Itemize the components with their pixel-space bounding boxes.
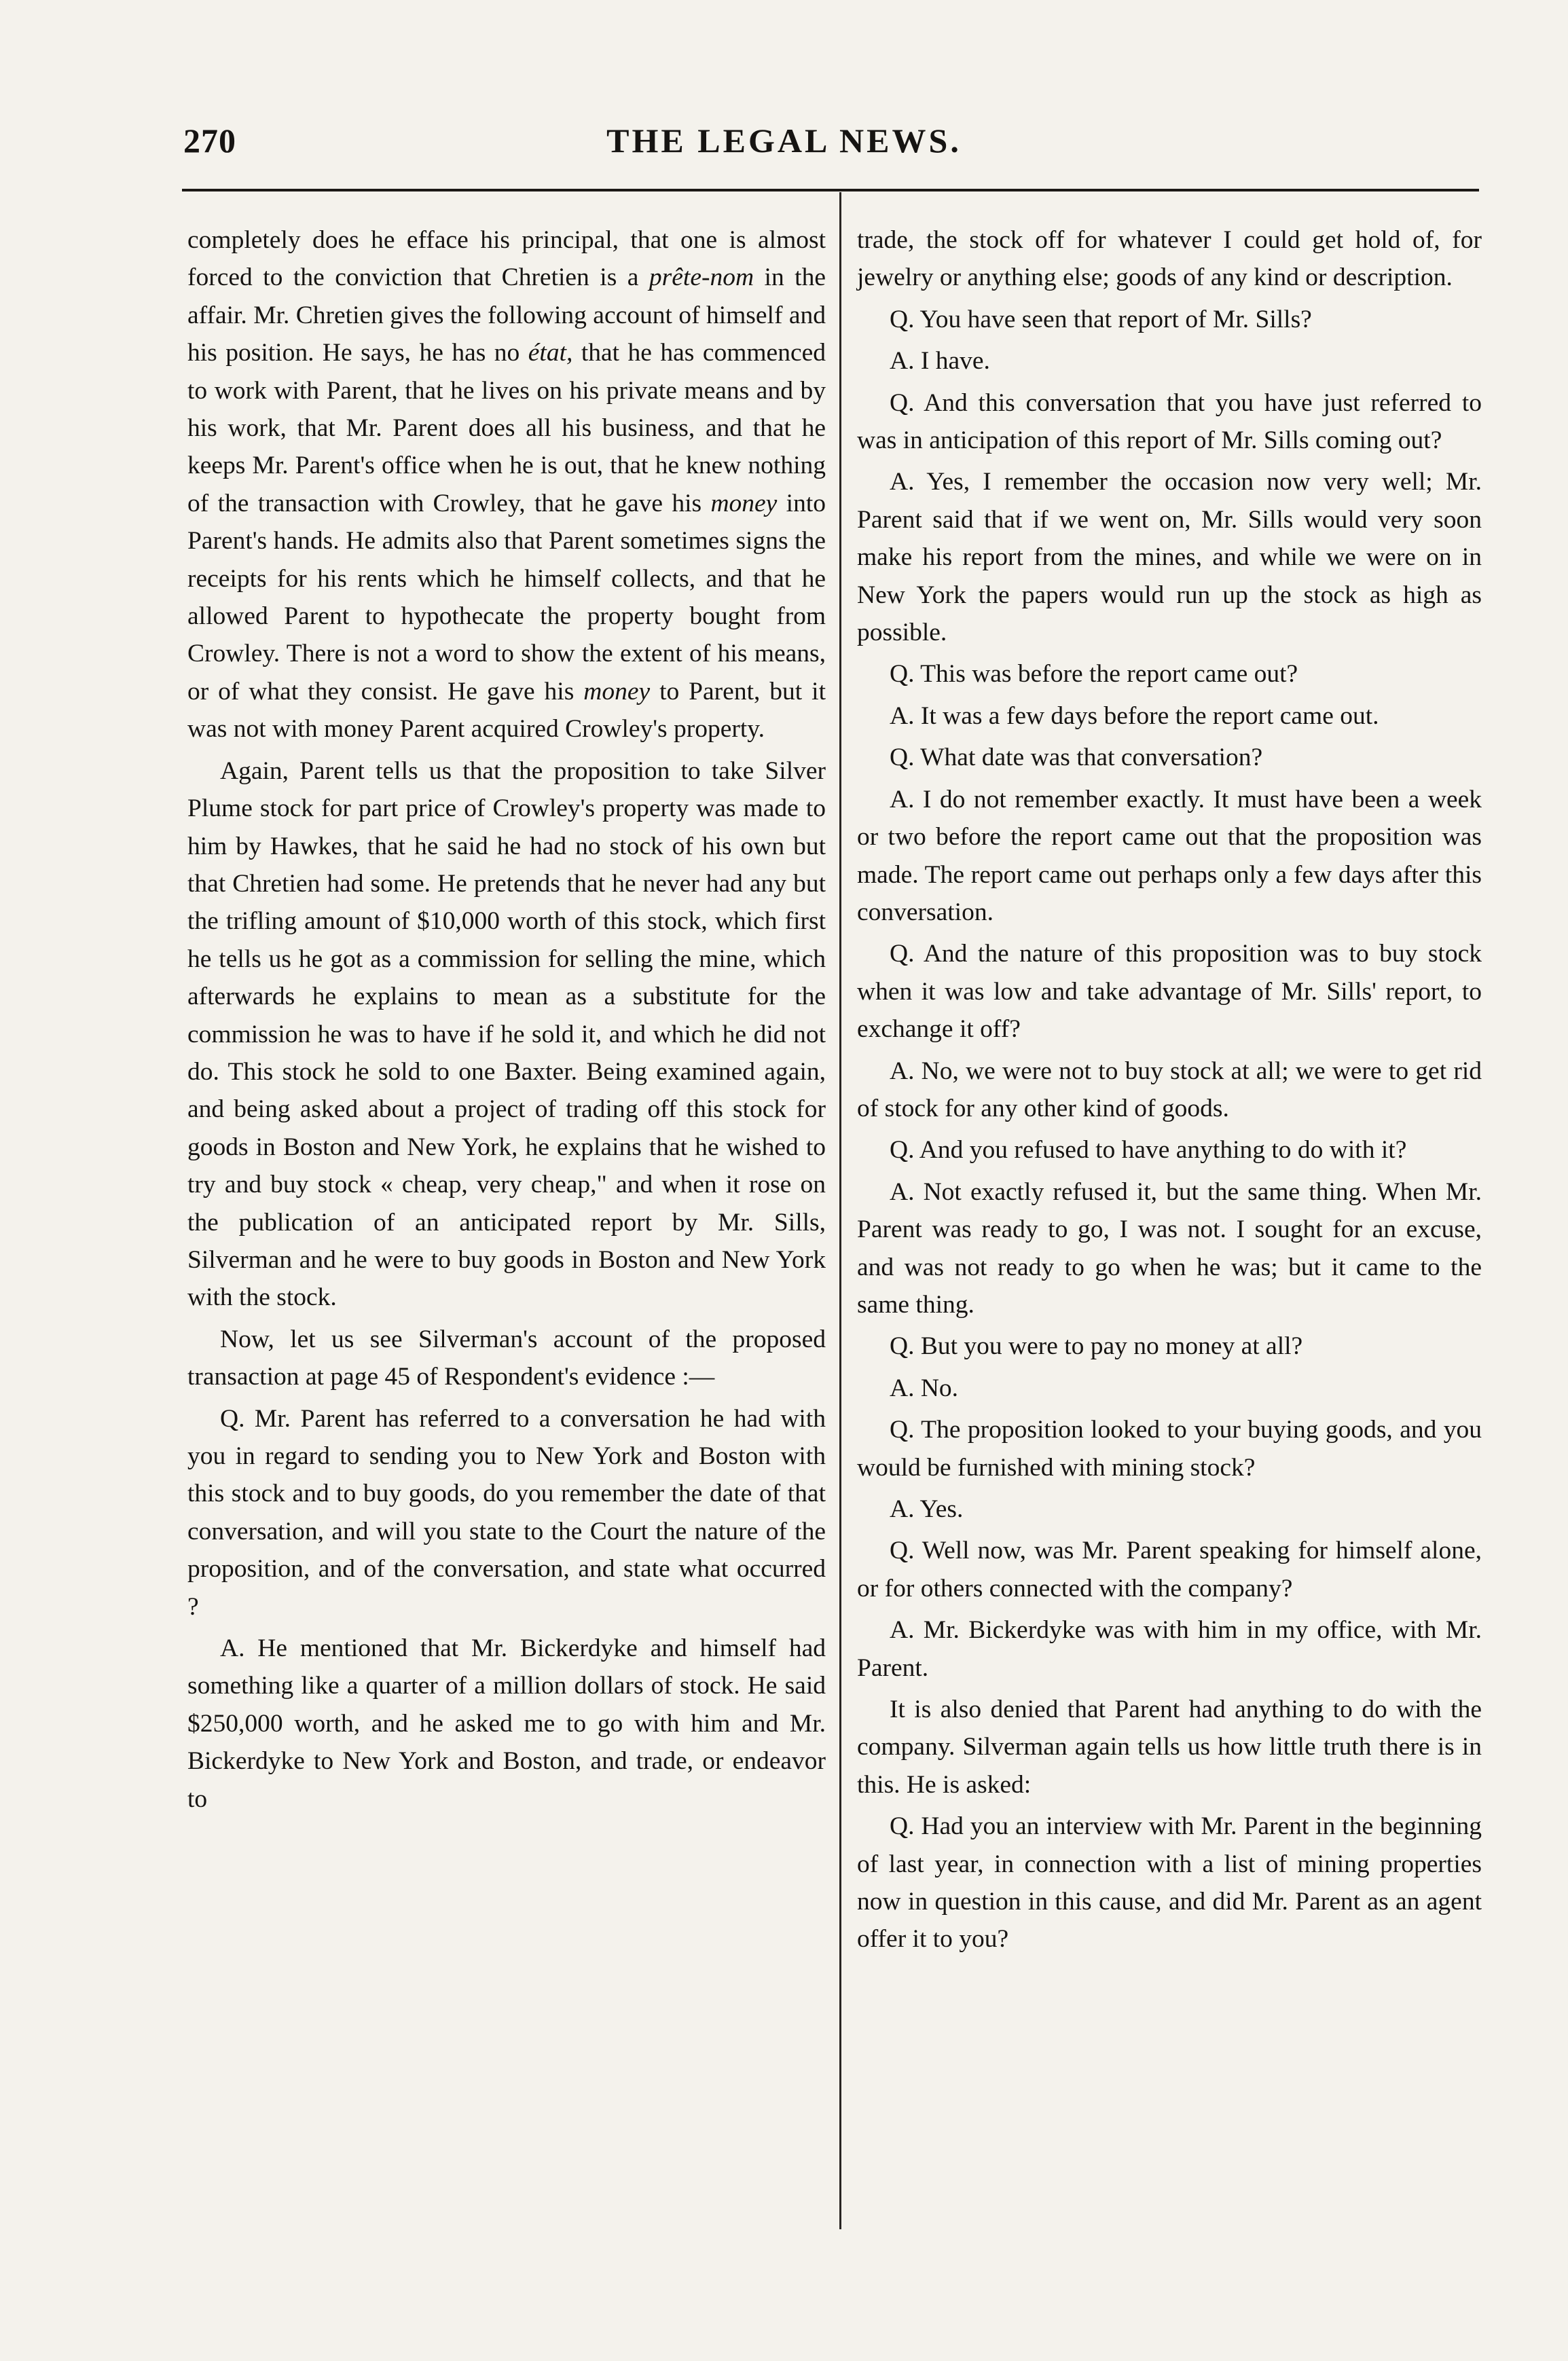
text-run: into Parent's hands. He admits also that Parent sometimes signs the receipts for his rents which he himself collects, and that he allowed Parent to hypothecate the property bought from Crowley. There is not a word to show the extent of his means, or of what they consist. He gave his	[187, 489, 826, 706]
paragraph	[187, 221, 826, 748]
column-divider	[839, 192, 841, 2229]
paragraph: A. It was a few days before the report came out.	[890, 701, 1379, 730]
paragraph: A. I have.	[890, 347, 990, 376]
paragraph: Now, let us see Silverman's account of the proposed transaction at page 45 of Respondent's evidence :—	[187, 1325, 826, 1391]
right-column	[857, 221, 1482, 1962]
paragraph: Q. Well now, was Mr. Parent speaking for himself alone, or for others connected with the company?	[857, 1537, 1482, 1603]
paragraph: It is also denied that Parent had anything to do with the company. Silverman again tells us how little truth there is in this. He is asked:	[857, 1696, 1482, 1799]
text-run: completely does he efface his principal, that one is almost forced to the conviction that Chretien is a	[187, 226, 826, 292]
italic-term: état,	[528, 339, 573, 367]
paragraph: Q. Mr. Parent has referred to a conversation he had with you in regard to sending you to New York and Boston with this stock and to buy goods, do you remember the date of that conversation, and will you state to the Court the nature of the proposition, and of the conversation, and state what occurred ?	[187, 1404, 826, 1621]
paragraph: Q. And this conversation that you have just referred to was in anticipation of this report of Mr. Sills coming out?	[857, 388, 1482, 455]
paragraph: A. Not exactly refused it, but the same thing. When Mr. Parent was ready to go, I was not. I sought for an excuse, and was not ready to go when he was; but it came to the same thing.	[857, 1177, 1482, 1319]
paragraph: Q. This was before the report came out?	[890, 660, 1298, 689]
paragraph: A. He mentioned that Mr. Bickerdyke and himself had something like a quarter of a million dollars of stock. He said $250,000 worth, and he asked me to go with him and Mr. Bickerdyke to New York and Boston, and trade, or endeavor to	[187, 1634, 826, 1813]
paragraph: Q. The proposition looked to your buying goods, and you would be furnished with mining stock?	[857, 1416, 1482, 1482]
paragraph: A. No, we were not to buy stock at all; we were to get rid of stock for any other kind of goods.	[857, 1057, 1482, 1122]
italic-term: prête-nom	[649, 263, 754, 292]
paragraph: A. Mr. Bickerdyke was with him in my office, with Mr. Parent.	[857, 1616, 1482, 1682]
text-run: in the affair. Mr. Chretien gives the following account of himself and his position. He says, he has no	[187, 263, 826, 367]
text-run: to Parent, but it was not with money Parent acquired Crowley's property.	[187, 677, 826, 744]
italic-term: money	[583, 677, 651, 706]
paragraph: Q. Had you an interview with Mr. Parent in the beginning of last year, in connection with a list of mining properties now in question in this cause, and did Mr. Parent as an agent offer it to you?	[857, 1812, 1482, 1954]
header-rule	[182, 189, 1479, 191]
paragraph: Q. And you refused to have anything to do with it?	[890, 1136, 1407, 1165]
paragraph: A. Yes.	[890, 1495, 964, 1523]
paragraph: Q. But you were to pay no money at all?	[890, 1332, 1303, 1361]
page-number: 270	[183, 122, 236, 160]
text-run: that he has commenced to work with Parent, that he lives on his private means and by his work, that Mr. Parent does all his business, and that he keeps Mr. Parent's office when he is out, that he knew nothing of the transaction with Crowley, that he gave his	[187, 339, 826, 517]
paragraph: Q. What date was that conversation?	[890, 744, 1263, 772]
italic-term: money	[710, 489, 778, 517]
running-head: THE LEGAL NEWS.	[606, 122, 962, 160]
paragraph: Again, Parent tells us that the proposition to take Silver Plume stock for part price of Crowley's property was made to him by Hawkes, that he said he had no stock of his own but that Chretien had some. He pretends that he never had any but the trifling amount of $10,000 worth of this stock, which first he tells us he got as a commission for selling the mine, which afterwards he explains to mean as a substitute for the commission he was to have if he sold it, and which he did not do. This stock he sold to one Baxter. Being examined again, and being asked about a project of trading off this stock for goods in Boston and New York, he explains that he wished to try and buy stock « cheap, very cheap," and when it rose on the publication of an anticipated report by Mr. Sills, Silverman and he were to buy goods in Boston and New York with the stock.	[187, 756, 826, 1312]
paragraph: A. Yes, I remember the occasion now very well; Mr. Parent said that if we went on, Mr. Sills would very soon make his report from the mines, and while we were on in New York the papers would run up the stock as high as possible.	[857, 468, 1482, 647]
paragraph: A. No.	[890, 1374, 959, 1402]
paragraph: Q. You have seen that report of Mr. Sills?	[890, 305, 1312, 333]
paragraph: A. I do not remember exactly. It must have been a week or two before the report came out that the proposition was made. The report came out perhaps only a few days after this conversation.	[857, 785, 1482, 926]
paragraph: Q. And the nature of this proposition was to buy stock when it was low and take advantage of Mr. Sills' report, to exchange it off?	[857, 940, 1482, 1044]
left-column	[187, 221, 826, 1822]
paragraph: trade, the stock off for whatever I could get hold of, for jewelry or anything else; goods of any kind or description.	[857, 226, 1482, 292]
